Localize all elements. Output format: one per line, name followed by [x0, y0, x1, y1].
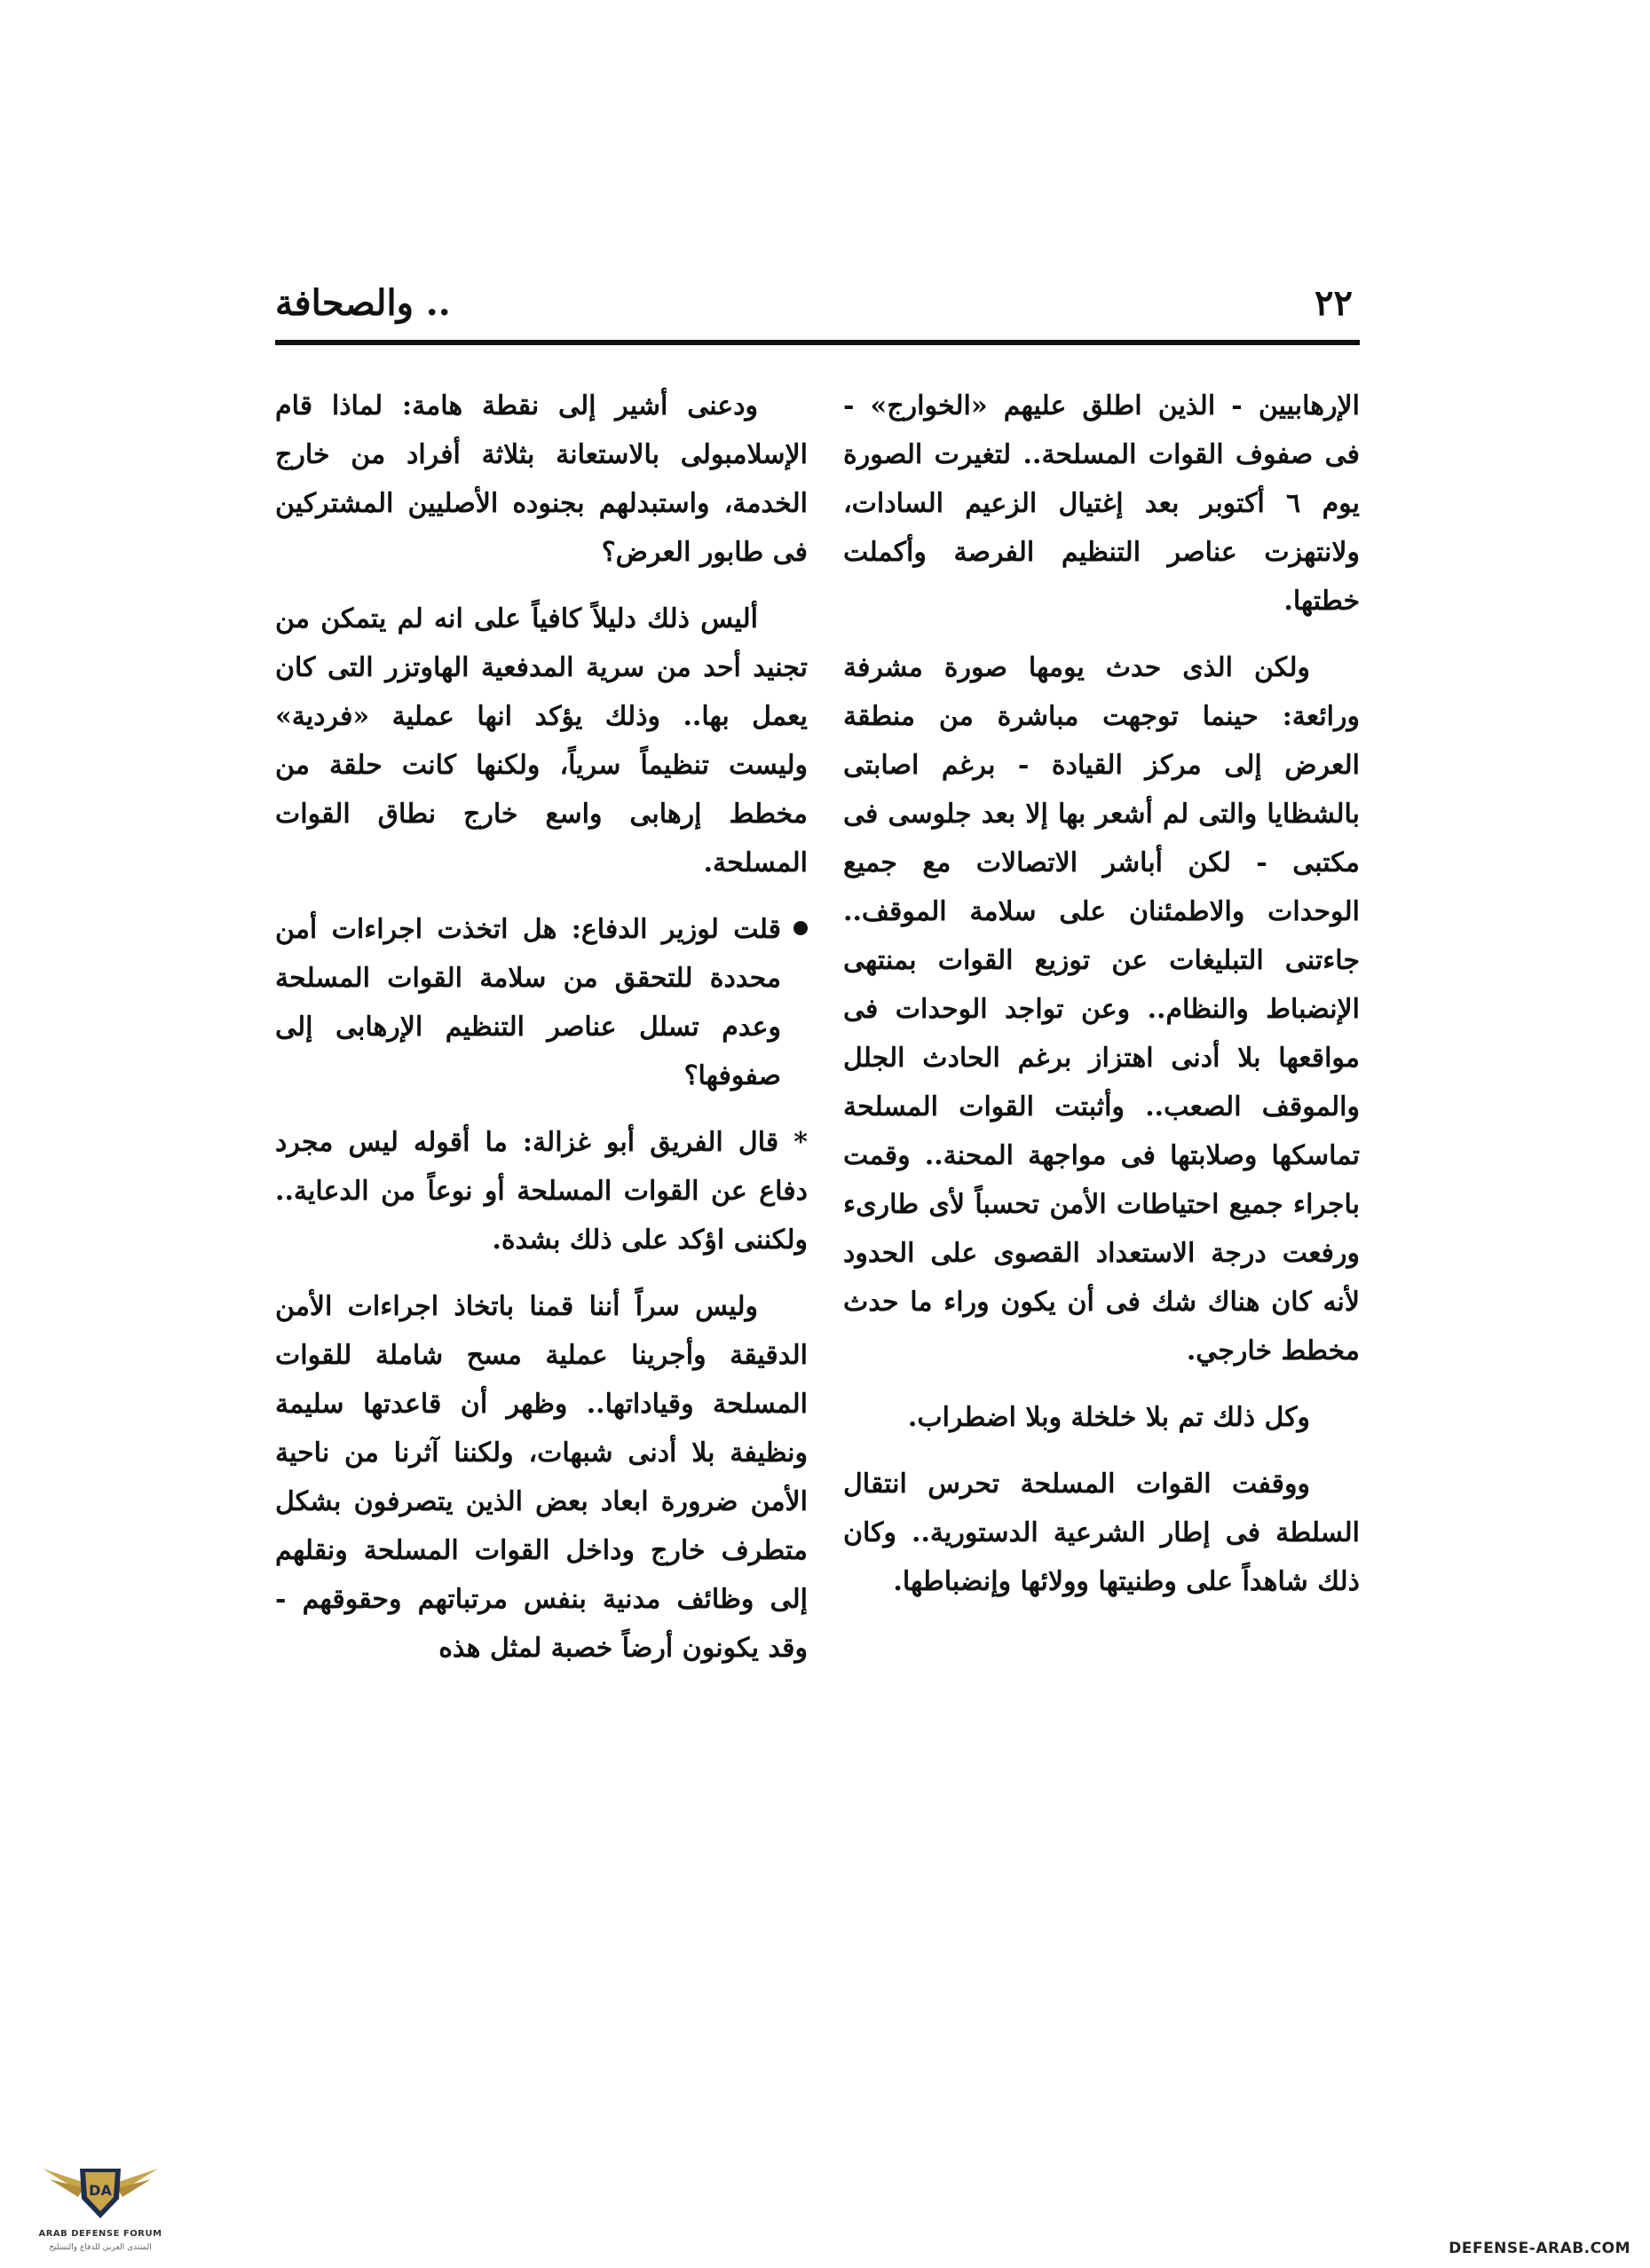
paragraph: ووقفت القوات المسلحة تحرس انتقال السلطة فى إطار الشرعية الدستورية.. وكان ذلك شاهداً على وطنيتها وولائها وإنضباطها.	[843, 1469, 1360, 1597]
right-column	[843, 382, 1360, 1606]
answer-paragraph: * قال الفريق أبو غزالة: ما أقوله ليس مجرد دفاع عن القوات المسلحة أو نوعاً من الدعاية.. ولكننى اؤكد على ذلك بشدة.	[275, 1127, 808, 1256]
forum-logo	[34, 2156, 167, 2263]
left-column	[275, 382, 808, 1673]
paragraph: ولكن الذى حدث يومها صورة مشرفة ورائعة: حينما توجهت مباشرة من منطقة العرض إلى مركز القيادة - برغم اصابتى بالشظايا والتى لم أشعر بها إلا بعد جلوسى فى مكتبى - لكن أباشر الاتصالات مع جميع الوحدات والاطمئنان على سلامة الموقف.. جاءتنى التبليغات عن توزيع القوات بمنتهى الإنضباط والنظام.. وعن تواجد الوحدات فى مواقعها بلا أدنى اهتزاز برغم الحادث الجلل والموقف الصعب.. وأثبتت القوات المسلحة تماسكها وصلابتها فى مواجهة المحنة.. وقمت باجراء جميع احتياطات الأمن تحسباً لأى طارىء ورفعت درجة الاستعداد القصوى على الحدود لأنه كان هناك شك فى أن يكون وراء ما حدث مخطط خارجي.	[843, 652, 1360, 1366]
paragraph: وليس سراً أننا قمنا باتخاذ اجراءات الأمن الدقيقة وأجرينا عملية مسح شاملة للقوات المسلحة وقياداتها.. وظهر أن قاعدتها سليمة ونظيفة بلا أدنى شبهات، ولكننا آثرنا من ناحية الأمن ضرورة ابعاد بعض الذين يتصرفون بشكل متطرف خارج وداخل القوات المسلحة ونقلهم إلى وظائف مدنية بنفس مرتباتهم وحقوقهم - وقد يكونون أرضاً خصبة لمثل هذه	[275, 1291, 808, 1664]
question-text: قلت لوزير الدفاع: هل اتخذت اجراءات أمن محددة للتحقق من سلامة القوات المسلحة وعدم تسلل عناصر التنظيم الإرهابى إلى صفوفها؟	[275, 914, 781, 1091]
paragraph: وكل ذلك تم بلا خلخلة وبلا اضطراب.	[907, 1402, 1310, 1433]
site-watermark: DEFENSE-ARAB.COM	[1449, 2240, 1630, 2257]
logo-caption-arabic: المنتدى العربي للدفاع والتسليح	[49, 2243, 152, 2252]
eagle-shield-icon	[34, 2156, 167, 2231]
paragraph: الإرهابيين - الذين اطلق عليهم «الخوارج» - فى صفوف القوات المسلحة.. لتغيرت الصورة يوم ٦ أكتوبر بعد إغتيال الزعيم السادات، ولانتهزت عناصر التنظيم الفرصة وأكملت خطتها.	[843, 390, 1361, 617]
page-number: ٢٢	[1314, 282, 1353, 324]
running-title: .. والصحافة	[275, 282, 451, 324]
paragraph: ودعنى أشير إلى نقطة هامة: لماذا قام الإسلامبولى بالاستعانة بثلاثة أفراد من خارج الخدمة، واستبدلهم بجنوده الأصليين المشتركين فى طابور العرض؟	[275, 390, 808, 568]
header-rule	[275, 340, 1360, 345]
interview-question	[275, 905, 808, 1100]
logo-caption: ARAB DEFENSE FORUM	[38, 2229, 162, 2239]
paragraph: أليس ذلك دليلاً كافياً على انه لم يتمكن من تجنيد أحد من سرية المدفعية الهاوتزر التى كان يعمل بها.. وذلك يؤكد انها عملية «فردية» وليست تنظيماً سرياً، ولكنها كانت حلقة من مخطط إرهابى واسع خارج نطاق القوات المسلحة.	[275, 603, 808, 878]
page-header	[275, 282, 1360, 344]
bullet-icon	[793, 921, 808, 935]
svg-text:DA: DA	[89, 2182, 112, 2199]
